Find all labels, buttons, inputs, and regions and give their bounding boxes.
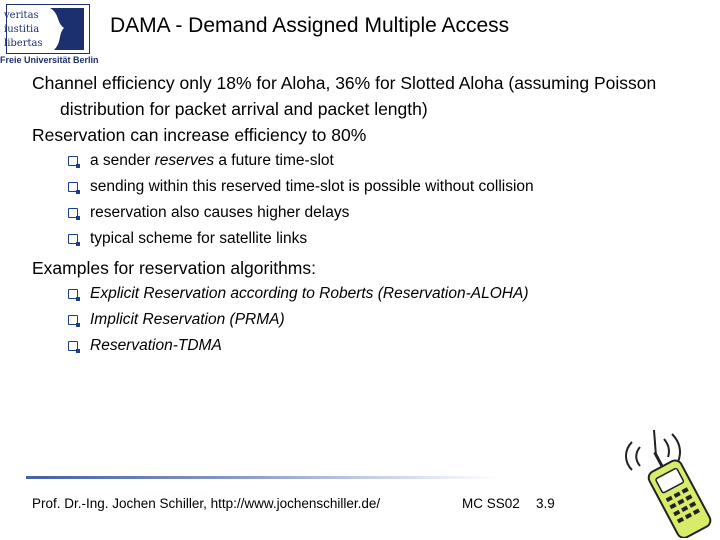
list-item-text-pre: a sender	[90, 152, 155, 169]
reservation-paragraph: Reservation can increase efficiency to 80%	[32, 125, 367, 145]
efficiency-paragraph: Channel efficiency only 18% for Aloha, 36% for Slotted Aloha (assuming Poisson distribution for packet arrival and packet length)	[32, 73, 657, 119]
logo-caption: Freie Universität Berlin	[0, 55, 99, 65]
university-logo	[0, 0, 99, 66]
example-text: Implicit Reservation (PRMA)	[90, 311, 285, 328]
mobile-phone-icon	[610, 420, 720, 538]
list-item-emphasis: reserves	[154, 152, 215, 169]
slide-body	[32, 70, 702, 359]
footer-course: MC SS02	[462, 496, 520, 511]
footer-author: Prof. Dr.-Ing. Jochen Schiller, http://www.jochenschiller.de/	[32, 496, 381, 511]
list-item	[32, 226, 702, 252]
list-item	[32, 333, 702, 359]
list-item-text: reservation also causes higher delays	[90, 204, 350, 221]
checkbox-bullet-icon	[68, 182, 78, 192]
checkbox-bullet-icon	[68, 208, 78, 218]
slide-title: DAMA - Demand Assigned Multiple Access	[110, 14, 510, 37]
examples-heading: Examples for reservation algorithms:	[32, 258, 316, 278]
checkbox-bullet-icon	[68, 341, 78, 351]
list-item	[32, 174, 702, 200]
reservation-list	[32, 148, 702, 252]
logo-line: iustitia	[4, 24, 40, 35]
list-item	[32, 307, 702, 333]
checkbox-bullet-icon	[68, 315, 78, 325]
example-text: Explicit Reservation according to Roberts (Reservation-ALOHA)	[90, 285, 529, 302]
list-item-text: typical scheme for satellite links	[90, 230, 308, 247]
list-item-text-post: a future time-slot	[214, 152, 334, 169]
example-text: Reservation-TDMA	[90, 337, 222, 354]
logo-line: veritas	[4, 10, 39, 21]
logo-line: libertas	[4, 38, 43, 49]
checkbox-bullet-icon	[68, 156, 78, 166]
checkbox-bullet-icon	[68, 234, 78, 244]
list-item	[32, 281, 702, 307]
list-item	[32, 148, 702, 174]
list-item	[32, 200, 702, 226]
examples-list	[32, 281, 702, 359]
footer-page: 3.9	[536, 496, 555, 511]
footer-divider	[26, 476, 496, 479]
list-item-text: sending within this reserved time-slot is possible without collision	[90, 178, 534, 195]
checkbox-bullet-icon	[68, 289, 78, 299]
